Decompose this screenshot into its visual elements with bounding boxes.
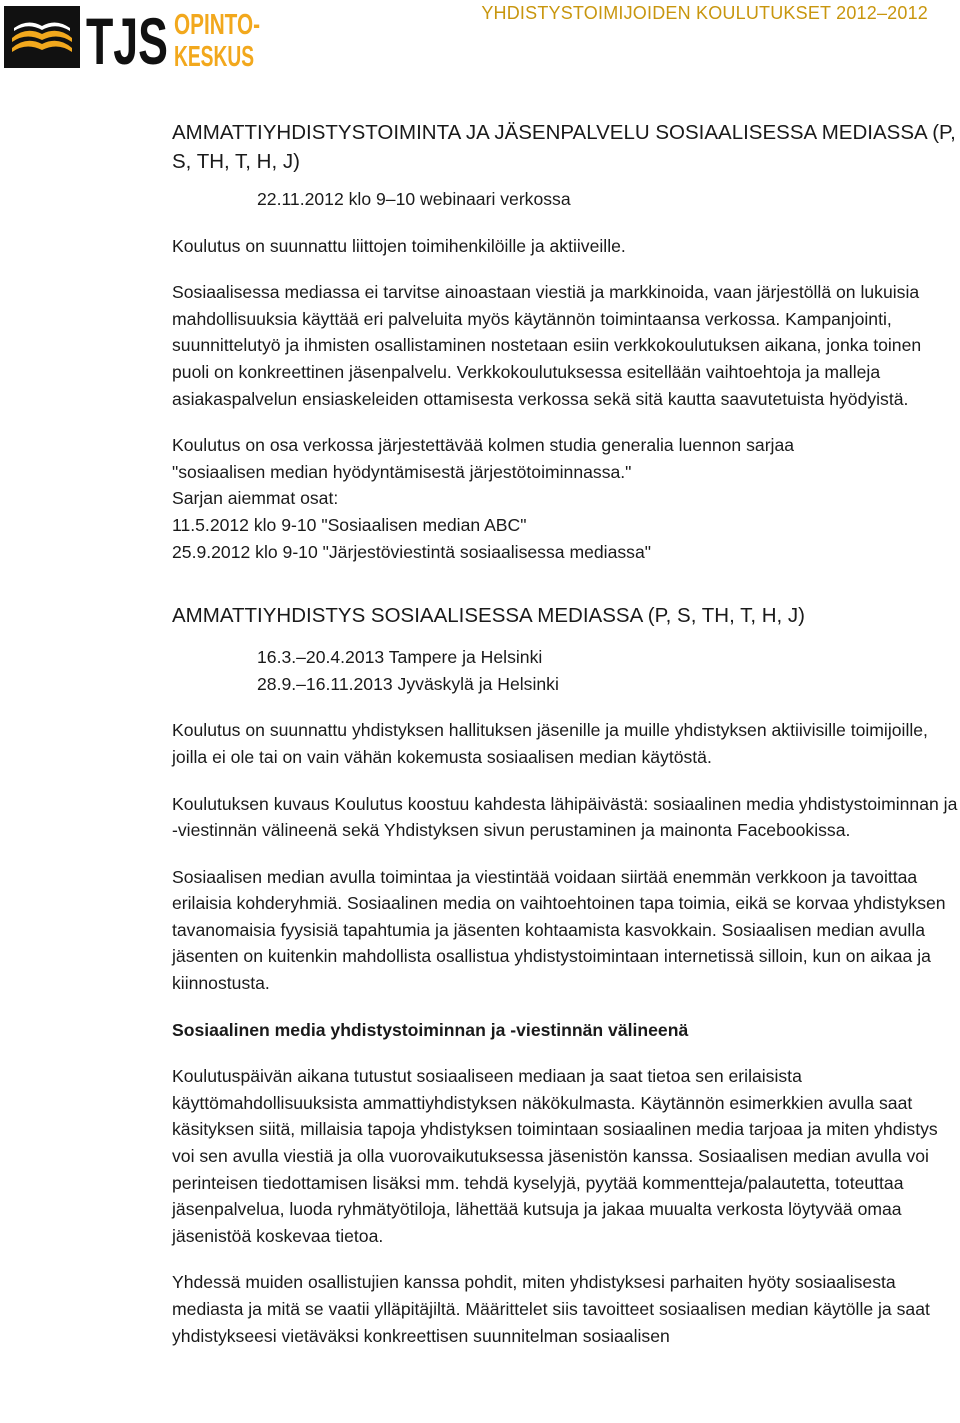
section2-target: Koulutus on suunnattu yhdistyksen hallituksen jäsenille ja muille yhdistyksen aktiivisille toimijoille, joilla ei ole tai on vain vähän kokemusta sosiaalisen median käytöstä. [172, 720, 928, 767]
section1-body: Sosiaalisessa mediassa ei tarvitse ainoastaan viestiä ja markkinoida, vaan järjestöllä on lukuisia mahdollisuuksia käyttää eri palveluita myös käytännön toimintaansa verkossa. Kampanjointi, suunnittelutyö ja ihmisten osallistaminen nostetaan esiin verkkokoulutuksen aikana, jonka toinen puoli on konkreettinen jäsenpalvelu. Verkkokoulutuksessa esitellään vaihtoehtoja ja malleja asiakaspalvelun ensiaskeleiden ottamisesta verkossa sekä sitä kautta saavutetuista hyödyistä. [172, 282, 922, 409]
section2-date1: 16.3.–20.4.2013 Tampere ja Helsinki [257, 647, 543, 668]
document-body [172, 118, 958, 1349]
section1-series-line4: 11.5.2012 klo 9-10 "Sosiaalisen median ABC" [172, 514, 527, 535]
section1-target: Koulutus on suunnattu liittojen toimihenkilöille ja aktiiveille. [172, 235, 626, 256]
section2-description: Koulutuksen kuvaus Koulutus koostuu kahdesta lähipäivästä: sosiaalinen media yhdistystoiminnan ja -viestinnän välineenä sekä Yhdistyksen sivun perustaminen ja mainonta Facebookissa. [172, 793, 958, 841]
svg-text:TJS: TJS [86, 4, 168, 78]
page-header [0, 0, 960, 80]
svg-text:KESKUS: KESKUS [174, 41, 254, 73]
section2-body: Sosiaalisen median avulla toimintaa ja viestintää voidaan siirtää enemmän verkkoon ja tavoittaa erilaisia kohderyhmiä. Sosiaalinen media on vaihtoehtoinen tapa toimia, eikä se korvaa yhdistyksen tavanomaisia fyysisiä tapahtumia ja jäsenten kohtaamista kasvokkain. Sosiaalisen median avulla jäsenten on kuitenkin mahdollista osallistua yhdistystoimintaan internetissä silloin, kun on aikaa ja kiinnostusta. [172, 866, 946, 994]
section1-heading: AMMATTIYHDISTYSTOIMINTA JA JÄSENPALVELU SOSIAALISESSA MEDIASSA (P, S, TH, T, H, J) [172, 121, 956, 173]
section1-series-line3: Sarjan aiemmat osat: [172, 488, 339, 509]
section2-date2: 28.9.–16.11.2013 Jyväskylä ja Helsinki [257, 673, 559, 694]
svg-text:OPINTO-: OPINTO- [174, 9, 260, 41]
document-header-title: YHDISTYSTOIMIJOIDEN KOULUTUKSET 2012–2012 [481, 3, 928, 23]
section2-sub-body: Koulutuspäivän aikana tutustut sosiaaliseen mediaan ja saat tietoa sen erilaisista käyttömahdollisuuksista ammattiyhdistyksen näkökulmasta. Käytännön esimerkkien avulla saat käsityksen siitä, millaisia tapoja yhdistyksen toimintaan sosiaalinen media tarjoaa ja miten yhdistys voi sen avulla viestiä ja olla vuorovaikutuksessa jäsenistön kanssa. Sosiaalisen median avulla voi perinteisen tiedottamisen lisäksi mm. tehdä kyselyjä, pyytää kommentteja/palautetta, toteuttaa jäsenpalvelua, luoda ryhmätyötiloja, lähettää kutsuja ja jakaa muualta verkosta löytyvää omaa jäsenistöä koskevaa tietoa. [172, 1066, 938, 1246]
section1-date: 22.11.2012 klo 9–10 webinaari verkossa [257, 189, 571, 209]
section2-heading: AMMATTIYHDISTYS SOSIAALISESSA MEDIASSA (P, S, TH, T, H, J) [172, 604, 806, 628]
section1-series-line1: Koulutus on osa verkossa järjestettävää kolmen studia generalia luennon sarjaa [172, 435, 795, 456]
section1-series-line2: "sosiaalisen median hyödyntämisestä järjestötoiminnassa." [172, 461, 632, 482]
section2-subheading: Sosiaalinen media yhdistystoiminnan ja -viestinnän välineenä [172, 1019, 689, 1040]
tjs-opintokeskus-logo [4, 4, 260, 78]
section2-last-body: Yhdessä muiden osallistujien kanssa pohdit, miten yhdistyksesi parhaiten hyöty sosiaalisesta mediasta ja mitä se vaatii ylläpitäjiltä. Määrittelet siis tavoitteet sosiaalisen median käytölle ja saat yhdistykseesi vietäväksi konkreettisen suunnitelman sosiaalisen [172, 1272, 930, 1346]
section1-series-line5: 25.9.2012 klo 9-10 "Järjestöviestintä sosiaalisessa mediassa" [172, 541, 651, 562]
